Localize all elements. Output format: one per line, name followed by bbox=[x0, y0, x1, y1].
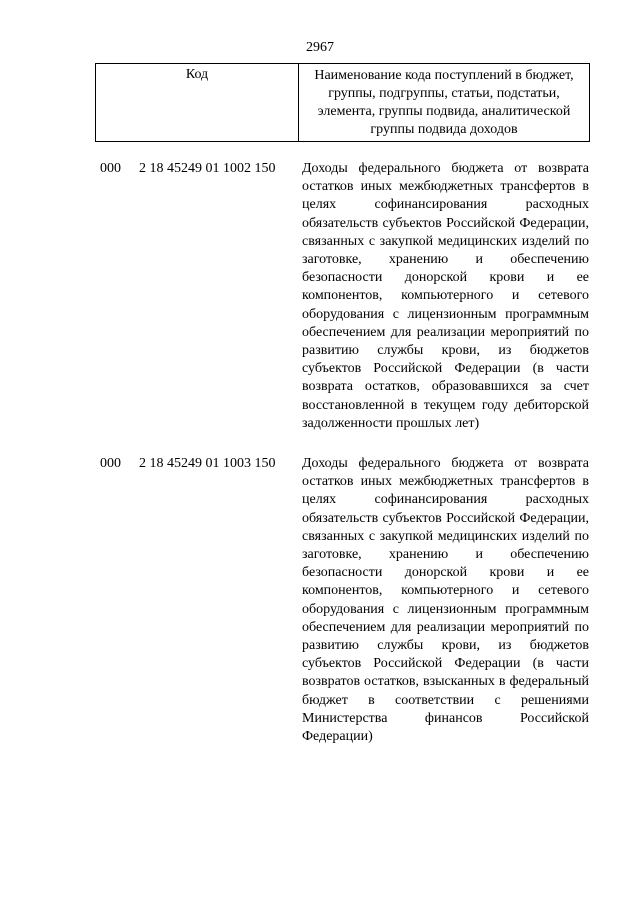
table-row bbox=[95, 455, 590, 746]
table-header bbox=[95, 63, 590, 142]
row-income-code: 2 18 45249 01 1003 150 bbox=[139, 456, 276, 471]
header-code-label: Код bbox=[96, 64, 299, 141]
row-income-code: 2 18 45249 01 1002 150 bbox=[139, 161, 276, 176]
row-description: Доходы федерального бюджета от возврата остатков иных межбюджетных трансфертов в целях софинансирования расходных обязательств субъектов Российской Федерации, связанных с закупкой медицинских изделий по заготовке, хранению и обеспечению безопасности донорской крови и ее компонентов, компьютерного и сетевого оборудования с лицензионным программным обеспечением для реализации мероприятий по развитию службы крови, из бюджетов субъектов Российской Федерации (в части возврата остатков, образовавшихся за счет восстановленной в текущем году дебиторской задолженности прошлых лет) bbox=[302, 161, 589, 431]
page-number: 2967 bbox=[306, 40, 334, 55]
row-description: Доходы федерального бюджета от возврата остатков иных межбюджетных трансфертов в целях софинансирования расходных обязательств субъектов Российской Федерации, связанных с закупкой медицинских изделий по заготовке, хранению и обеспечению безопасности донорской крови и ее компонентов, компьютерного и сетевого оборудования с лицензионным программным обеспечением для реализации мероприятий по развитию службы крови, из бюджетов субъектов Российской Федерации (в части возвратов остатков, взысканных в федеральный бюджет в соответствии с решениями Министерства финансов Российской Федерации) bbox=[302, 456, 589, 745]
row-admin-code: 000 bbox=[100, 161, 121, 176]
header-name-label: Наименование кода поступлений в бюджет, группы, подгруппы, статьи, подстатьи, элемента, группы подвида, аналитической группы подвида доходов bbox=[314, 68, 574, 137]
row-admin-code: 000 bbox=[100, 456, 121, 471]
table-row bbox=[95, 160, 590, 433]
